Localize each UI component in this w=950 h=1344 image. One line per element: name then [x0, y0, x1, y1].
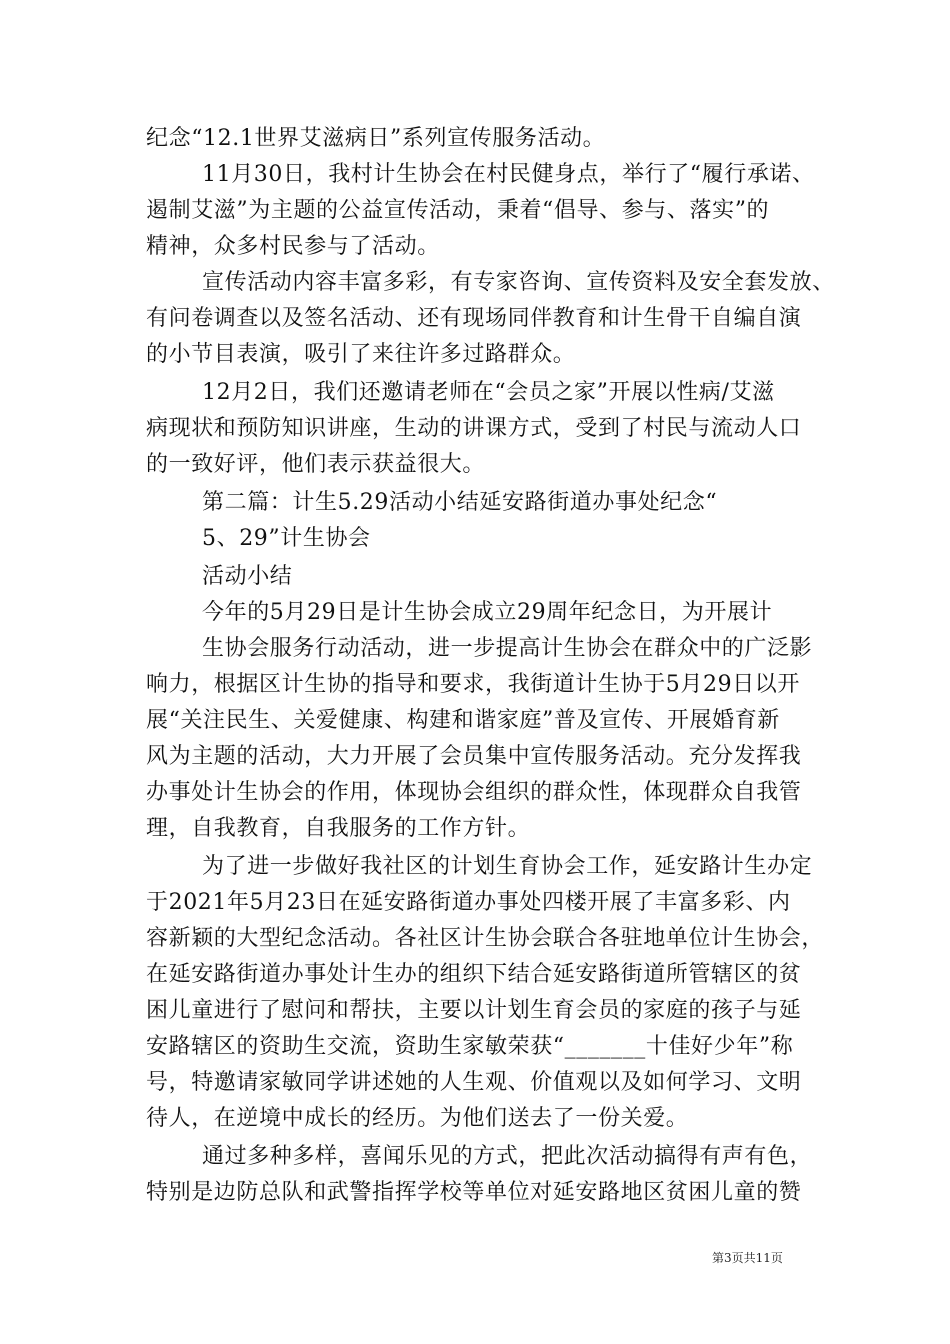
- text-line: 号，特邀请家敏同学讲述她的人生观、价值观以及如何学习、文明: [146, 1070, 802, 1095]
- text-line: 有问卷调查以及签名活动、还有现场同伴教育和计生骨干自编自演: [146, 306, 802, 331]
- text-line: 为了进一步做好我社区的计划生育协会工作，延安路计生办定: [202, 854, 813, 879]
- text-line: 的一致好评，他们表示获益很大。: [146, 452, 486, 477]
- text-line: 展“关注民生、关爱健康、构建和谐家庭”普及宣传、开展婚育新: [146, 708, 780, 733]
- text-line: 容新颖的大型纪念活动。各社区计生协会联合各驻地单位计生协会，: [146, 926, 825, 951]
- text-line: 的小节目表演，吸引了来往许多过路群众。: [146, 342, 576, 367]
- text-line: 于2021年5月23日在延安路街道办事处四楼开展了丰富多彩、内: [146, 890, 791, 915]
- text-line: 病现状和预防知识讲座，生动的讲课方式，受到了村民与流动人口: [146, 416, 802, 441]
- section-heading: 第二篇：计生5.29活动小结延安路街道办事处纪念“: [202, 490, 718, 515]
- section-heading: 活动小结: [202, 564, 293, 589]
- text-line: 风为主题的活动，大力开展了会员集中宣传服务活动。充分发挥我: [146, 744, 802, 769]
- text-line: 今年的5月29日是计生协会成立29周年纪念日，为开展计: [202, 600, 773, 625]
- text-line: 待人，在逆境中成长的经历。为他们送去了一份关爱。: [146, 1106, 689, 1131]
- text-line: 宣传活动内容丰富多彩，有专家咨询、宣传资料及安全套发放、: [202, 270, 835, 295]
- text-line: 生协会服务行动活动，进一步提高计生协会在群众中的广泛影: [202, 636, 813, 661]
- text-line: 遏制艾滋”为主题的公益宣传活动，秉着“倡导、参与、落实”的: [146, 198, 770, 223]
- text-line: 理，自我教育，自我服务的工作方针。: [146, 816, 531, 841]
- text-line: 困儿童进行了慰问和帮扶，主要以计划生育会员的家庭的孩子与延: [146, 998, 802, 1023]
- page-number: 第3页共11页: [712, 1251, 783, 1265]
- text-line: 纪念“12.1世界艾滋病日”系列宣传服务活动。: [146, 126, 606, 151]
- text-line: 11月30日，我村计生协会在村民健身点，举行了“履行承诺、: [202, 162, 815, 187]
- text-line: 在延安路街道办事处计生办的组织下结合延安路街道所管辖区的贫: [146, 962, 802, 987]
- text-line: 办事处计生协会的作用，体现协会组织的群众性，体现群众自我管: [146, 780, 802, 805]
- text-line: 响力，根据区计生协的指导和要求，我街道计生协于5月29日以开: [146, 672, 800, 697]
- text-line: 12月2日，我们还邀请老师在“会员之家”开展以性病/艾滋: [202, 380, 775, 405]
- text-line: 通过多种多样，喜闻乐见的方式，把此次活动搞得有声有色，: [202, 1144, 813, 1169]
- text-line: 特别是边防总队和武警指挥学校等单位对延安路地区贫困儿童的赞: [146, 1180, 802, 1205]
- text-line: 安路辖区的资助生交流，资助生家敏荣获“_______十佳好少年”称: [146, 1034, 794, 1059]
- text-line: 精神，众多村民参与了活动。: [146, 234, 440, 259]
- section-heading: 5、29”计生协会: [202, 526, 371, 551]
